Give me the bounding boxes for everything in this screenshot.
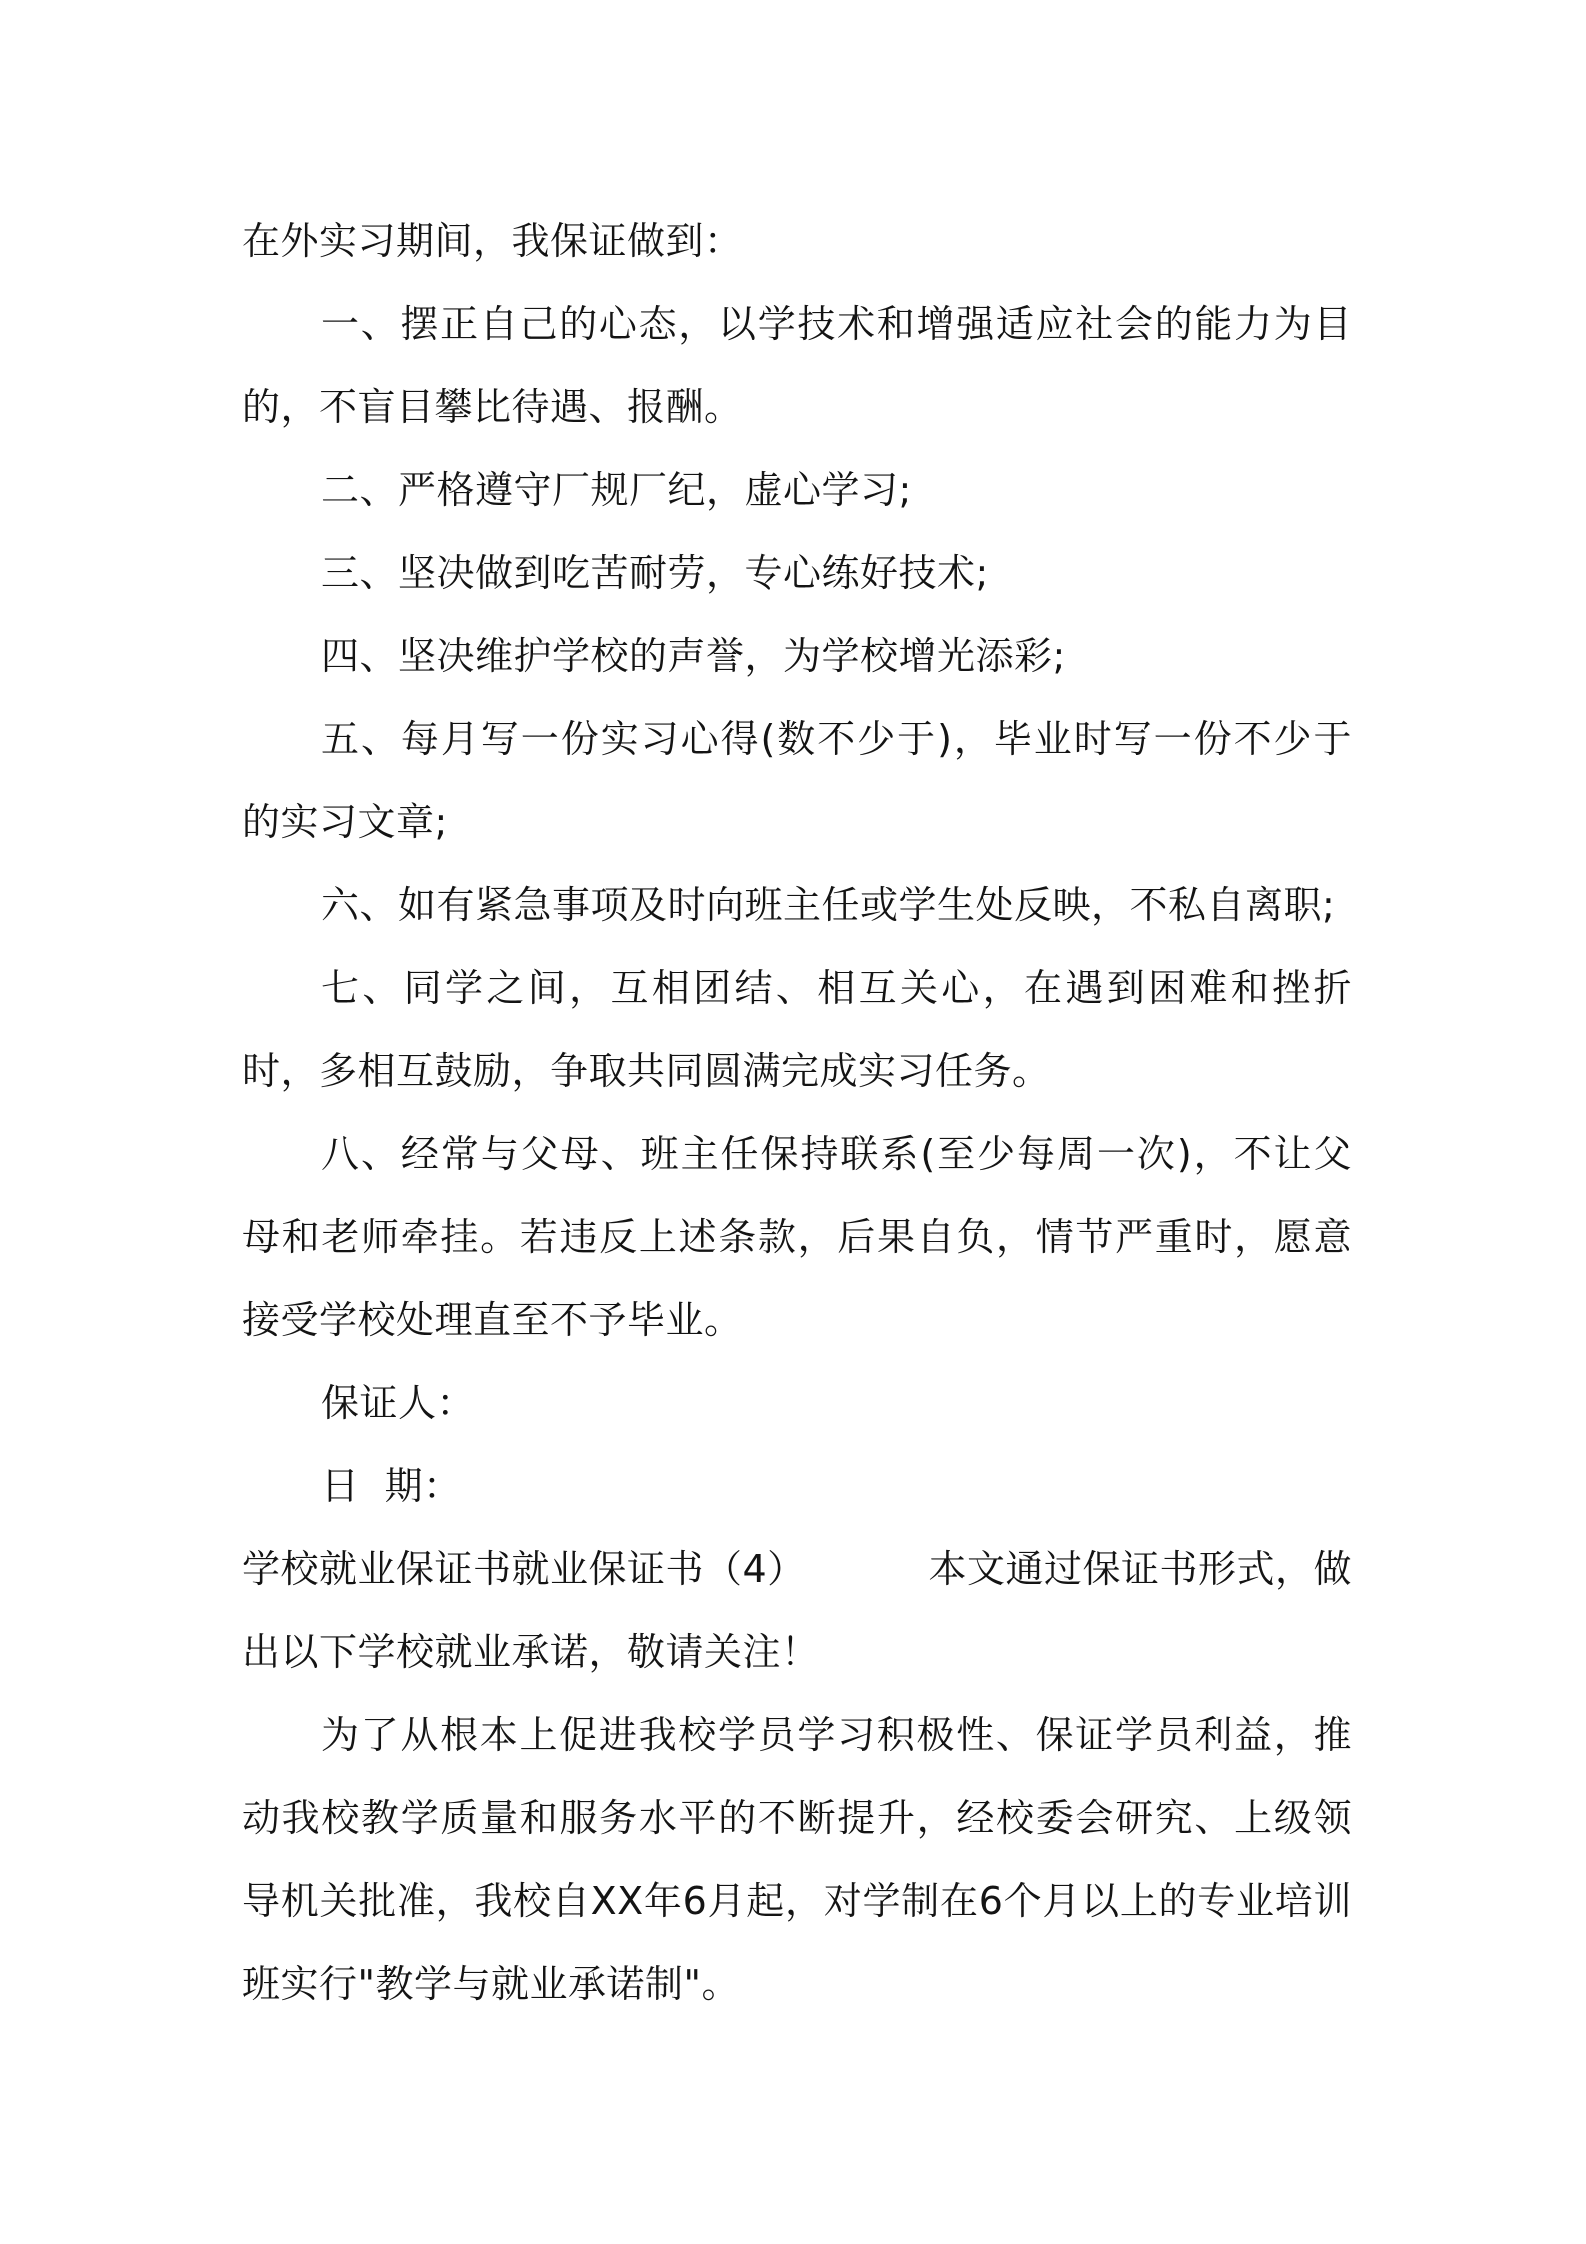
next-section-intro-start: 本文通过保证书形式，做	[928, 1547, 1352, 1591]
pledge-item-6: 六、如有紧急事项及时向班主任或学生处反映，不私自离职;	[321, 883, 1336, 927]
pledge-item-7: 七、同学之间，互相团结、相互关心，在遇到困难和挫折时，多相互鼓励，争取共同圆满完成实习任务。	[242, 966, 1352, 1093]
pledge-item-2: 二、严格遵守厂规厂纪，虚心学习;	[321, 468, 912, 512]
next-section-title: 学校就业保证书就业保证书（4）	[242, 1547, 806, 1591]
date-label: 日 期：	[321, 1464, 462, 1508]
body-paragraph: 为了从根本上促进我校学员学习积极性、保证学员利益，推动我校教学质量和服务水平的不断提升，经校委会研究、上级领导机关批准，我校自XX年6月起，对学制在6个月以上的专业培训班实行"教学与就业承诺制"。	[242, 1713, 1352, 2006]
pledge-item-5: 五、每月写一份实习心得(数不少于)，毕业时写一份不少于的实习文章;	[242, 717, 1352, 844]
intro-line: 在外实习期间，我保证做到：	[242, 219, 743, 263]
signer-label: 保证人：	[321, 1381, 476, 1425]
pledge-item-1: 一、摆正自己的心态，以学技术和增强适应社会的能力为目的，不盲目攀比待遇、报酬。	[242, 302, 1352, 429]
pledge-item-8: 八、经常与父母、班主任保持联系(至少每周一次)，不让父母和老师牵挂。若违反上述条款，后果自负，情节严重时，愿意接受学校处理直至不予毕业。	[242, 1132, 1352, 1342]
pledge-item-4: 四、坚决维护学校的声誉，为学校增光添彩;	[321, 634, 1066, 678]
pledge-item-3: 三、坚决做到吃苦耐劳，专心练好技术;	[321, 551, 989, 595]
next-section-intro-rest: 出以下学校就业承诺，敬请关注！	[242, 1630, 820, 1674]
document-content	[242, 200, 1352, 2026]
next-section-title-line	[242, 1528, 1352, 1611]
